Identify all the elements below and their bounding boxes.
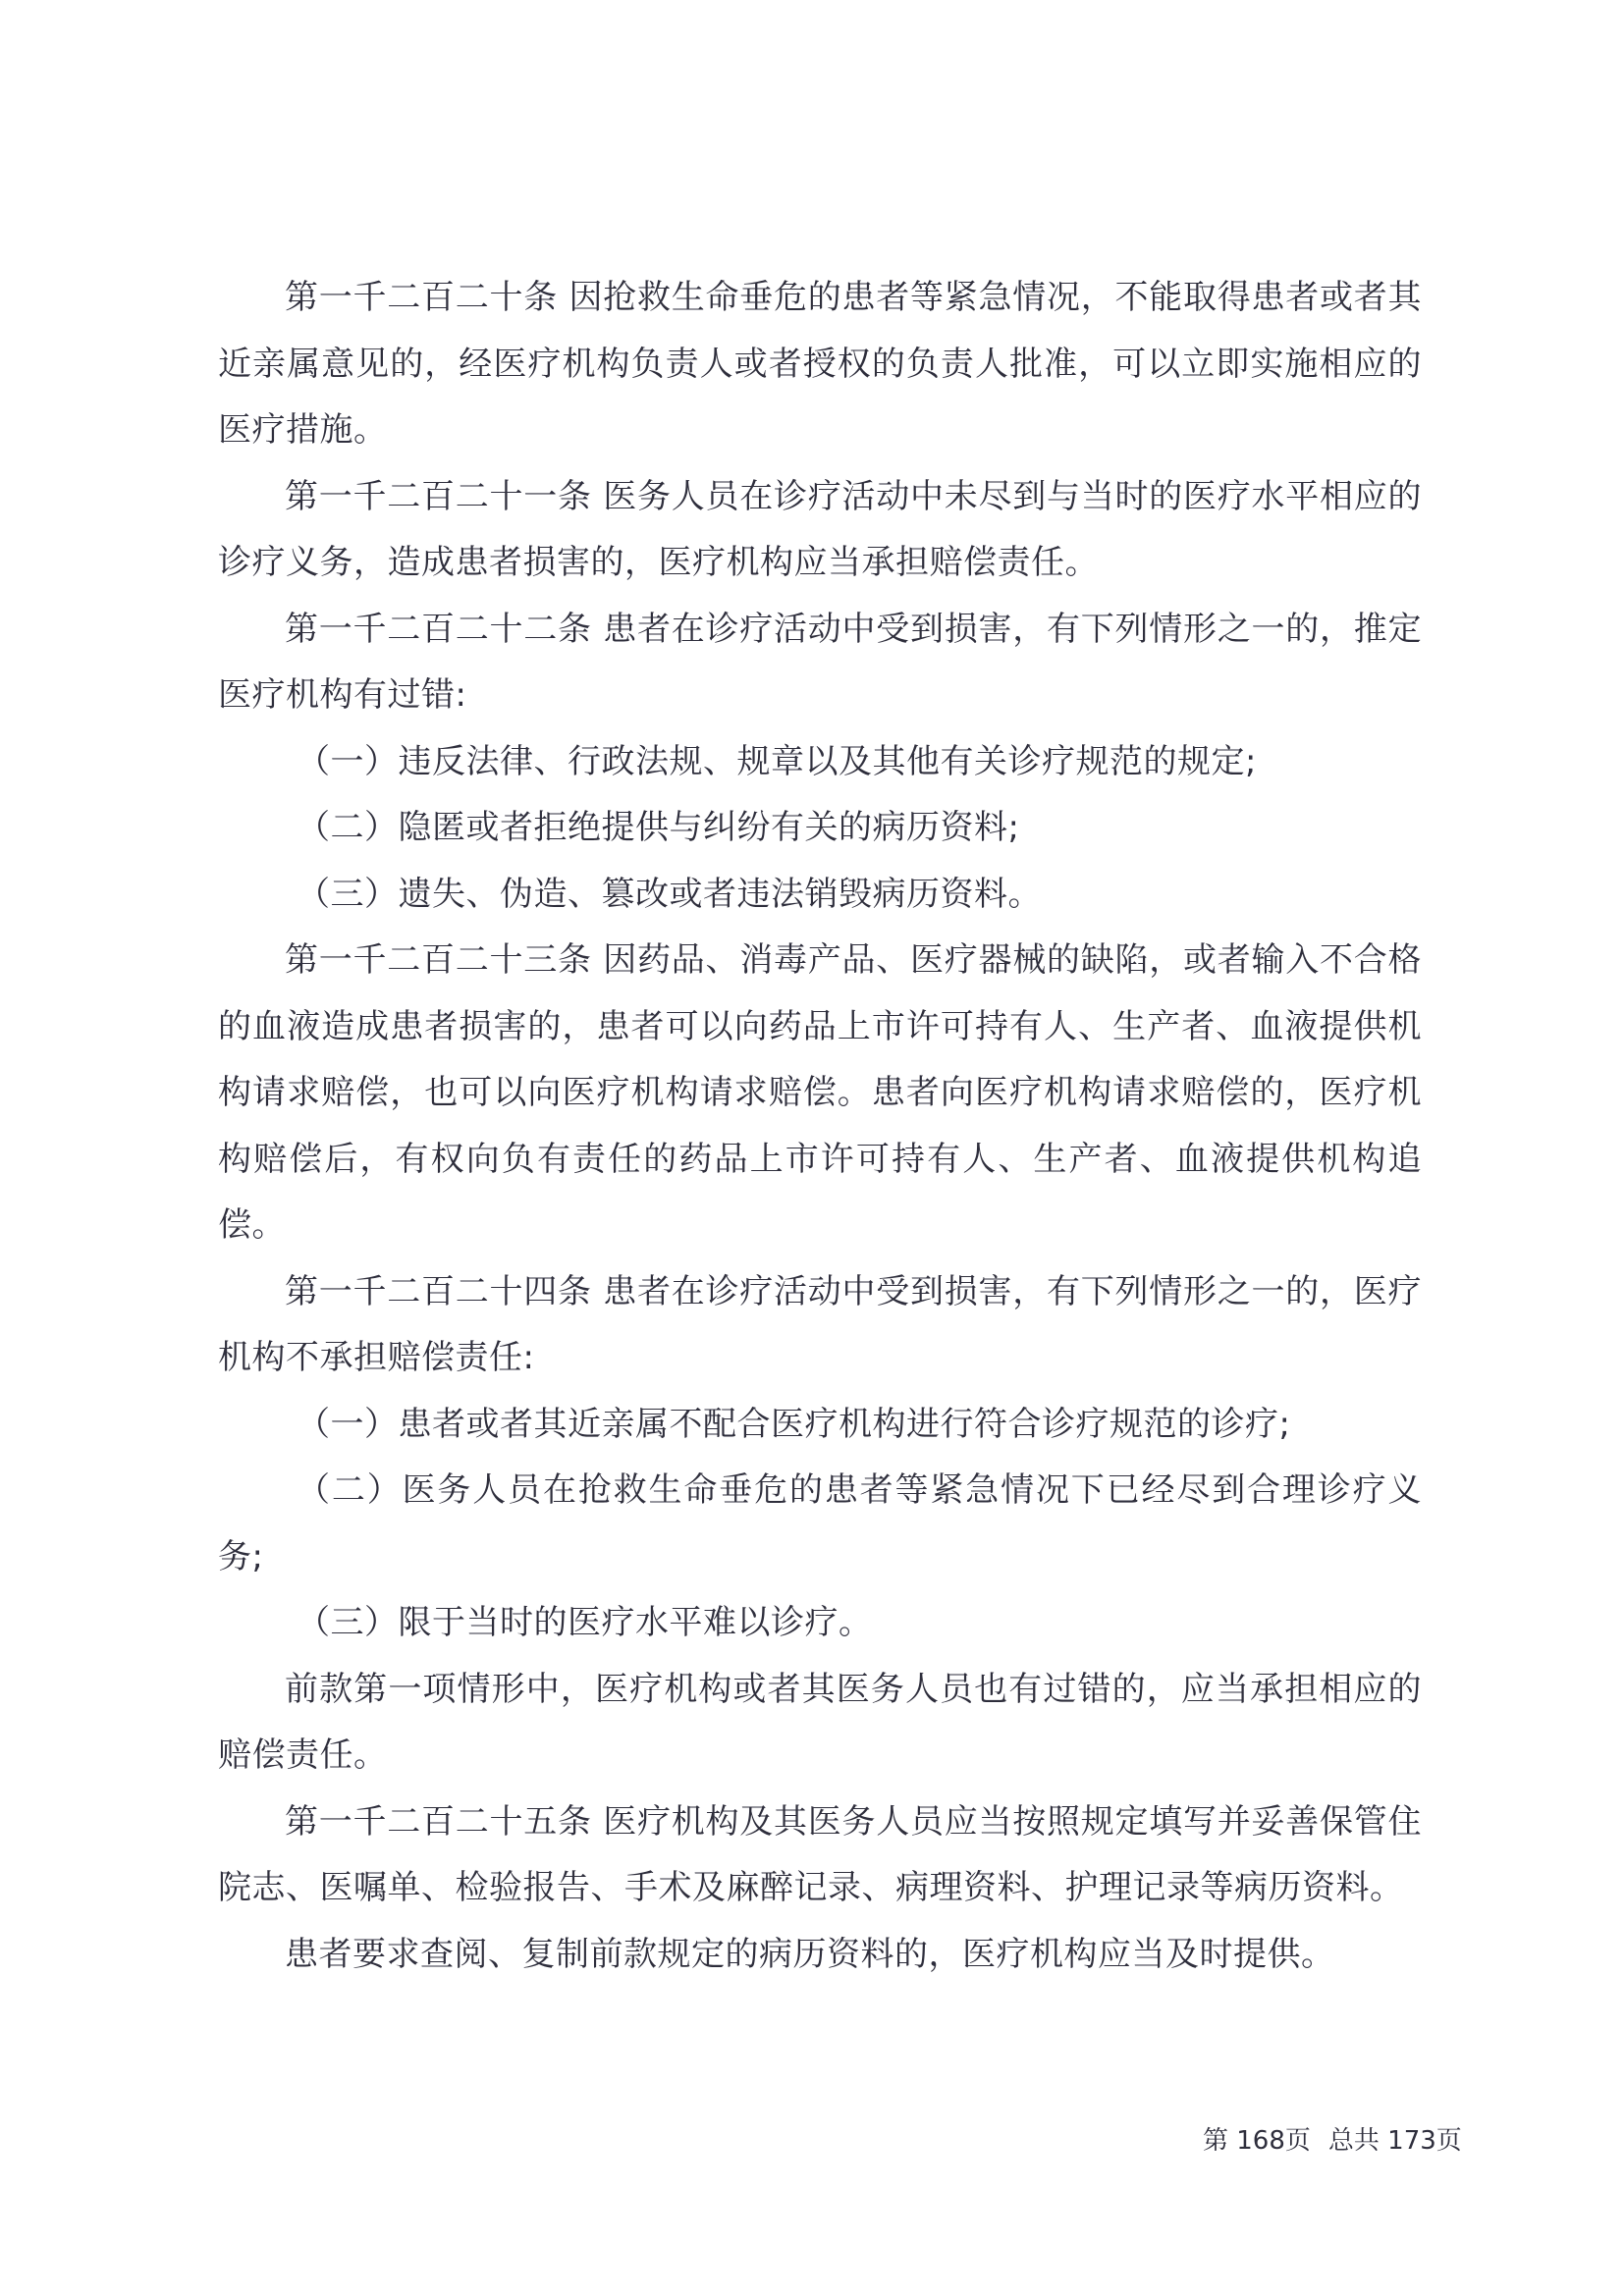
page-total: 总共 173页 [1327,2126,1462,2156]
article-1224: 第一千二百二十四条 患者在诊疗活动中受到损害，有下列情形之一的，医疗机构不承担赔偿责任: [218,1271,1422,1377]
article-1222-item-2: （二）隐匿或者拒绝提供与纠纷有关的病历资料; [297,808,1020,847]
article-1223: 第一千二百二十三条 因药品、消毒产品、医疗器械的缺陷，或者输入不合格的血液造成患者损害的，患者可以向药品上市许可持有人、生产者、血液提供机构请求赔偿，也可以向医疗机构请求赔偿。患者向医疗机构请求赔偿的，医疗机构赔偿后，有权向负有责任的药品上市许可持有人、生产者、血液提供机构追偿。 [218,940,1422,1245]
article-1224-item-2: （二）医务人员在抢救生命垂危的患者等紧急情况下已经尽到合理诊疗义务; [218,1470,1422,1576]
article-1225-para-2: 患者要求查阅、复制前款规定的病历资料的，医疗机构应当及时提供。 [285,1934,1335,1974]
article-1221: 第一千二百二十一条 医务人员在诊疗活动中未尽到与当时的医疗水平相应的诊疗义务，造成患者损害的，医疗机构应当承担赔偿责任。 [218,476,1422,582]
page-number: 第 168页 [1203,2126,1311,2156]
document-body [218,265,1422,1988]
article-1224-note: 前款第一项情形中，医疗机构或者其医务人员也有过错的，应当承担相应的赔偿责任。 [218,1669,1422,1775]
article-1220: 第一千二百二十条 因抢救生命垂危的患者等紧急情况，不能取得患者或者其近亲属意见的，经医疗机构负责人或者授权的负责人批准，可以立即实施相应的医疗措施。 [218,278,1422,450]
page-footer [1203,2123,1462,2159]
article-1224-item-1: （一）患者或者其近亲属不配合医疗机构进行符合诊疗规范的诊疗; [297,1404,1291,1444]
article-1222-item-3: （三）遗失、伪造、篡改或者违法销毁病历资料。 [297,874,1042,914]
article-1225: 第一千二百二十五条 医疗机构及其医务人员应当按照规定填写并妥善保管住院志、医嘱单、检验报告、手术及麻醉记录、病理资料、护理记录等病历资料。 [218,1801,1422,1907]
article-1224-item-3: （三）限于当时的医疗水平难以诊疗。 [297,1603,873,1642]
article-1222: 第一千二百二十二条 患者在诊疗活动中受到损害，有下列情形之一的，推定医疗机构有过错: [218,609,1422,715]
article-1222-item-1: （一）违反法律、行政法规、规章以及其他有关诊疗规范的规定; [297,741,1257,781]
